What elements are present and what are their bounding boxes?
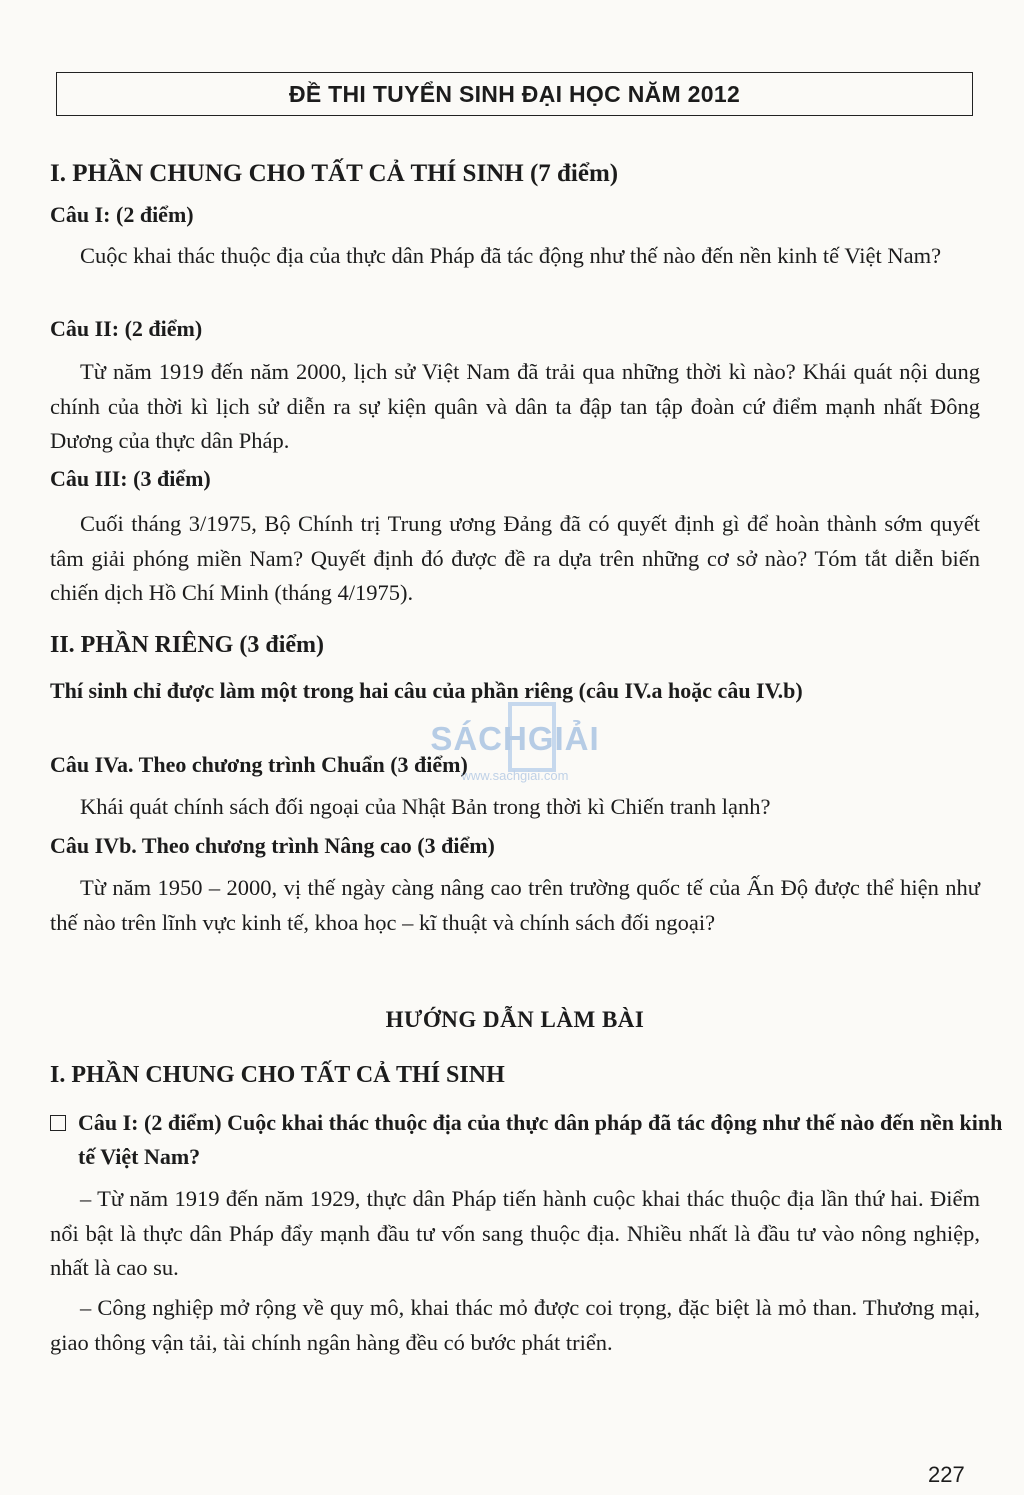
guide-section-heading: I. PHẦN CHUNG CHO TẤT CẢ THÍ SINH xyxy=(50,1062,505,1088)
q2-label: Câu II: (2 điểm) xyxy=(50,316,203,341)
watermark-url: www.sachgiai.com xyxy=(461,768,569,783)
exam-title-box xyxy=(56,72,973,116)
watermark-logo xyxy=(410,700,620,792)
q3-label: Câu III: (3 điểm) xyxy=(50,466,211,491)
q3-text: Cuối tháng 3/1975, Bộ Chính trị Trung ương Đảng đã có quyết định gì để hoàn thành sớm quyết tâm giải phóng miền Nam? Quyết định đó được đề ra dựa trên những cơ sở nào? Tóm tắt diễn biến chiến dịch Hồ Chí Minh (tháng 4/1975). xyxy=(50,511,980,605)
guide-paragraph-2: – Công nghiệp mở rộng về quy mô, khai thác mỏ được coi trọng, đặc biệt là mỏ than. Thương mại, giao thông vận tải, tài chính ngân hàng đều có bước phát triển. xyxy=(50,1295,980,1355)
part2-heading: II. PHẦN RIÊNG (3 điểm) xyxy=(50,632,324,658)
q1-text: Cuộc khai thác thuộc địa của thực dân Pháp đã tác động như thế nào đến nền kinh tế Việt Nam? xyxy=(80,243,942,268)
guide-title: HƯỚNG DẪN LÀM BÀI xyxy=(385,1007,645,1032)
part2-instruction: Thí sinh chỉ được làm một trong hai câu của phần riêng (câu IV.a hoặc câu IV.b) xyxy=(50,678,803,703)
guide-q1-heading xyxy=(50,1106,1008,1174)
page-number: 227 xyxy=(928,1462,965,1487)
checkbox-square-icon xyxy=(50,1115,66,1131)
guide-q1-heading-text: Câu I: (2 điểm) Cuộc khai thác thuộc địa của thực dân pháp đã tác động như thế nào đến nền kinh tế Việt Nam? xyxy=(78,1110,1003,1169)
q2-text: Từ năm 1919 đến năm 2000, lịch sử Việt Nam đã trải qua những thời kì nào? Khái quát nội dung chính của thời kì lịch sử diễn ra sự kiện quân và dân ta đập tan tập đoàn cứ điểm mạnh nhất Đông Dương của thực dân Pháp. xyxy=(50,359,980,453)
part1-heading: I. PHẦN CHUNG CHO TẤT CẢ THÍ SINH (7 điểm) xyxy=(50,160,619,187)
guide-paragraph-1: – Từ năm 1919 đến năm 1929, thực dân Pháp tiến hành cuộc khai thác thuộc địa lần thứ hai. Điểm nổi bật là thực dân Pháp đẩy mạnh đầu tư vốn sang thuộc địa. Nhiều nhất là đầu tư vào nông nghiệp, nhất là cao su. xyxy=(50,1186,980,1280)
q4b-label: Câu IVb. Theo chương trình Nâng cao (3 điểm) xyxy=(50,833,495,858)
q4a-label: Câu IVa. Theo chương trình Chuẩn (3 điểm) xyxy=(50,752,468,777)
watermark-frame-icon xyxy=(410,700,620,792)
exam-title: ĐỀ THI TUYỂN SINH ĐẠI HỌC NĂM 2012 xyxy=(288,80,741,107)
q1-label: Câu I: (2 điểm) xyxy=(50,202,194,227)
q4b-text: Từ năm 1950 – 2000, vị thế ngày càng nâng cao trên trường quốc tế của Ấn Độ được thể hiện như thế nào trên lĩnh vực kinh tế, khoa học – kĩ thuật và chính sách đối ngoại? xyxy=(50,875,980,935)
q4a-text: Khái quát chính sách đối ngoại của Nhật Bản trong thời kì Chiến tranh lạnh? xyxy=(80,794,771,819)
watermark-text: SÁCHGIẢI xyxy=(430,720,600,757)
